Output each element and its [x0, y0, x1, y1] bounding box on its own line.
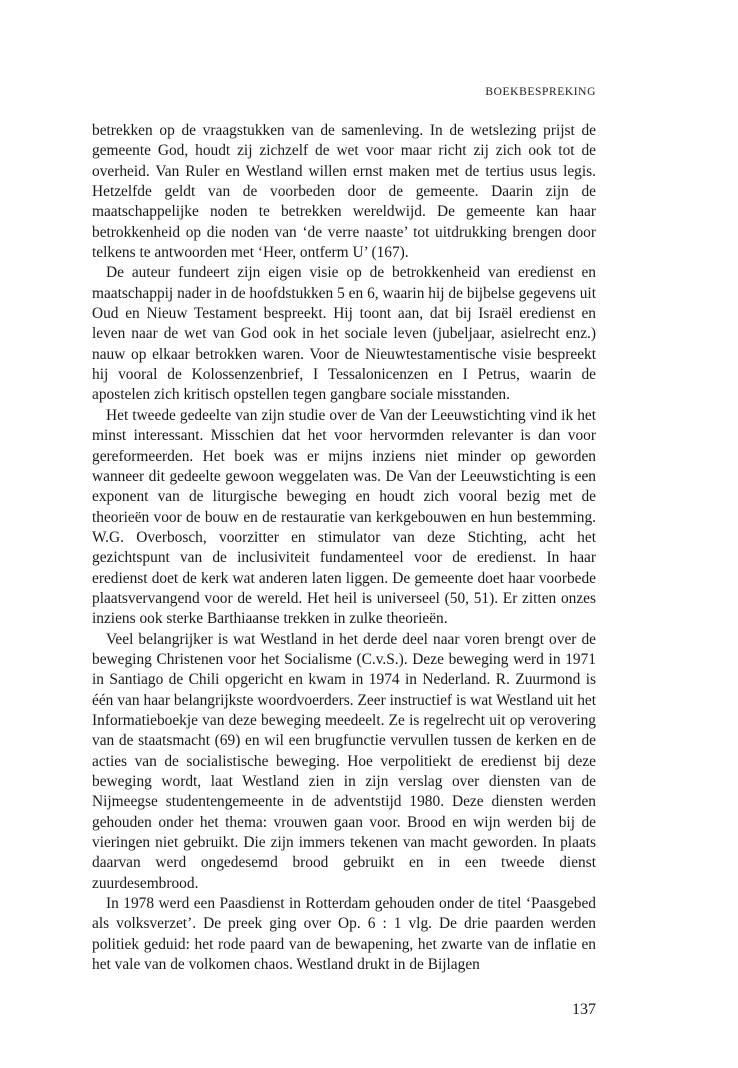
body-text — [92, 121, 596, 975]
paragraph-5: In 1978 werd een Paasdienst in Rotterdam gehouden onder de titel ‘Paasgebed als volksverzet’. De preek ging over Op. 6 : 1 vlg. De drie paarden werden politiek geduid: het rode paard van de bewapening, het zwarte van de inflatie en het vale van de volkomen chaos. Westland drukt in de Bijlagen — [92, 895, 596, 974]
paragraph-1: betrekken op de vraagstukken van de samenleving. In de wetslezing prijst de gemeente God, houdt zij zichzelf de wet voor maar richt zij zich ook tot de overheid. Van Ruler en Westland willen ernst maken met de tertius usus legis. Hetzelfde geldt van de voorbeden door de gemeente. Daarin zijn de maatschappelijke noden te betrekken wereldwijd. De gemeente kan haar betrokkenheid op die noden van ‘de verre naaste’ tot uitdrukking brengen door telkens te antwoorden met ‘Heer, ontferm U’ (167). — [92, 122, 596, 262]
page-number: 137 — [572, 1001, 596, 1018]
paragraph-4: Veel belangrijker is wat Westland in het derde deel naar voren brengt over de beweging Christenen voor het Socialisme (C.v.S.). Deze beweging werd in 1971 in Santiago de Chili opgericht en kwam in 1974 in Nederland. R. Zuurmond is één van haar belangrijkste woordvoerders. Zeer instructief is wat Westland uit het Informatieboekje van deze beweging meedeelt. Ze is regelrecht uit op verovering van de staatsmacht (69) en wil een brugfunctie vervullen tussen de kerken en de acties van de socialistische beweging. Hoe verpolitiekt de eredienst bij deze beweging wordt, laat Westland zien in zijn verslag over diensten van de Nijmeegse studentengemeente in de adventstijd 1980. Deze diensten werden gehouden onder het thema: vrouwen gaan voor. Brood en wijn werden bij de vieringen niet gebruikt. Die zijn immers tekenen van macht geworden. In plaats daarvan werd ongedesemd brood gebruikt en in een tweede dienst zuurdesembrood. — [92, 630, 596, 892]
paragraph-2: De auteur fundeert zijn eigen visie op de betrokkenheid van eredienst en maatschappij nader in de hoofdstukken 5 en 6, waarin hij de bijbelse gegevens uit Oud en Nieuw Testament bespreekt. Hij toont aan, dat bij Israël eredienst en leven naar de wet van God ook in het sociale leven (jubeljaar, asielrecht enz.) nauw op elkaar betrokken waren. Voor de Nieuwtestamentische visie bespreekt hij vooral de Kolossenzenbrief, I Tessalonicenzen en I Petrus, waarin de apostelen zich kritisch opstellen tegen gangbare sociale misstanden. — [92, 264, 596, 404]
paragraph-3: Het tweede gedeelte van zijn studie over de Van der Leeuwstichting vind ik het minst interessant. Misschien dat het voor hervormden relevanter is dan voor gereformeerden. Het boek was er mijns inziens niet minder op geworden wanneer dit gedeelte gewoon weggelaten was. De Van der Leeuwstichting is een exponent van de liturgische beweging en houdt zich vooral bezig met de theorieën voor de bouw en de restauratie van kerkgebouwen en hun bestemming. W.G. Overbosch, voorzitter en stimulator van deze Stichting, acht het gezichtspunt van de inclusiviteit fundamenteel voor de eredienst. In haar eredienst doet de kerk wat anderen laten liggen. De gemeente doet haar voorbede plaatsvervangend voor de wereld. Het heil is universeel (50, 51). Er zitten onzes inziens ook sterke Barthiaanse trekken in zulke theorieën. — [92, 406, 596, 628]
running-header: BOEKBESPREKING — [485, 86, 596, 98]
